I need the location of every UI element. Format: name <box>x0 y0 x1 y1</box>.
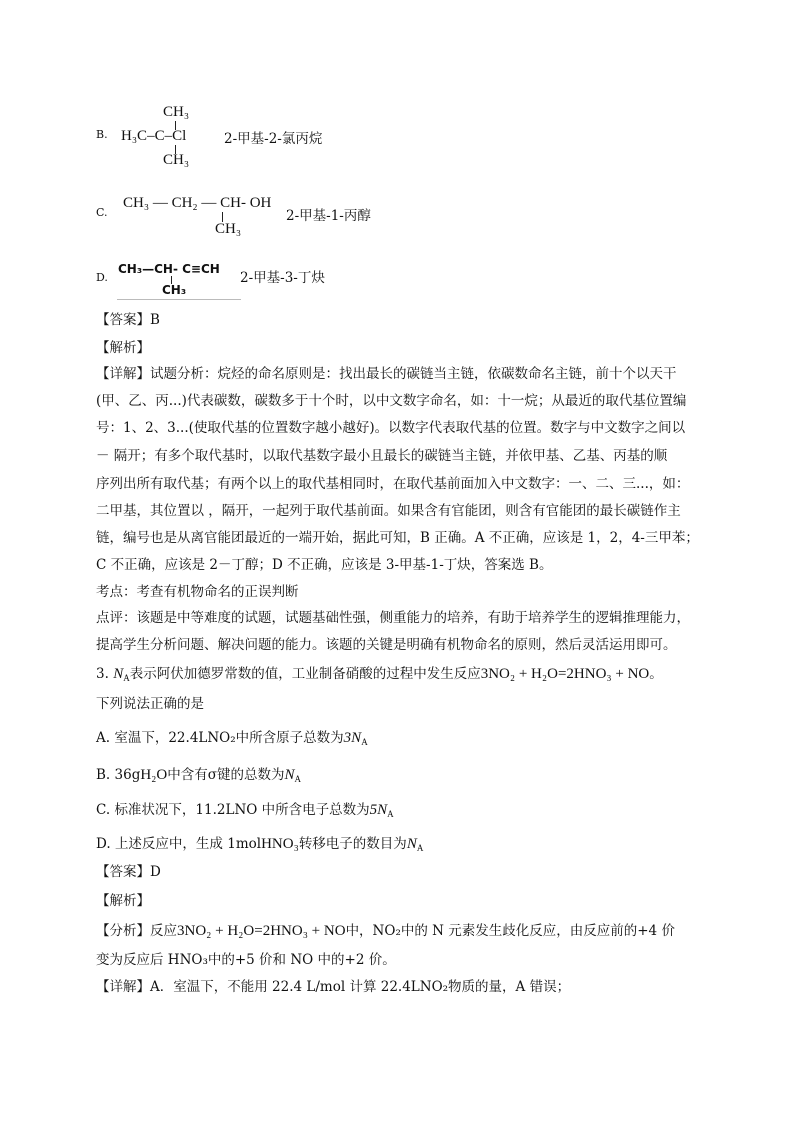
detail-1-line-4: － 隔开；有多个取代基时，以取代基数字最小且最长的碳链当主链，并依甲基、乙基、丙基的顺 <box>96 448 668 464</box>
kaodian: 考点：考查有机物命名的正误判断 <box>96 584 299 600</box>
q3-option-d-text: 转移电子的数目为 <box>298 836 407 852</box>
detail-1-line-6: 二甲基，其位置以 ，隔开，一起列于取代基前面。如果含有官能团，则含有官能团的最长碳链作主 <box>96 503 681 519</box>
q3-option-a-label: A. <box>96 730 111 746</box>
dianping-line-2: 提高学生分析问题、解决问题的能力。该题的关键是明确有机物命名的原则，然后灵活运用即可。 <box>96 637 677 653</box>
q3-option-a-math: $3N_A$ <box>343 730 368 747</box>
option-d-struct-bottom: CH₃ <box>162 283 187 297</box>
q3-option-a-text: 室温下，22.4LNO₂中所含原子总数为 <box>114 730 344 746</box>
q3-option-a <box>96 728 716 748</box>
option-d-name: 2-甲基-3-丁炔 <box>240 270 325 286</box>
q3-option-d-pre: 上述反应中，生成 1mol <box>114 836 262 852</box>
q3-option-b-label: B. <box>96 767 111 783</box>
q3-na: $N_A$ <box>113 666 130 683</box>
option-d-label: D. <box>96 271 108 284</box>
option-b-struct-top: CH₃ <box>163 104 190 120</box>
detail-1-line-1: 【详解】试题分析：烷烃的命名原则是：找出最长的碳链当主链，依碳数命名主链，前十个以天干 <box>96 366 677 382</box>
detail-2: 【详解】A．室温下，不能用 22.4 L/mol 计算 22.4LNO₂物质的量，A 错误； <box>96 979 571 995</box>
q3-option-c-label: C. <box>96 802 111 818</box>
q3-option-d-formula: HNO₃ <box>261 836 299 852</box>
detail-1-line-8: C 不正确，应该是 2－丁醇；D 不正确，应该是 3-甲基-1-丁炔，答案选 B。 <box>96 557 553 573</box>
detail-1-line-5: 序列出所有取代基；有两个以上的取代基相同时，在取代基前面加入中文数字：一、二、三...，如： <box>96 476 690 492</box>
q3-option-d-math: $N_A$ <box>406 836 424 853</box>
option-d-struct-main: CH₃—CH- C≡CH <box>118 262 220 276</box>
q3-option-c-math: $5N_A$ <box>369 802 394 819</box>
fenxi-line-2: 变为反应后 HNO₃中的+5 价和 NO 中的+2 价。 <box>96 952 396 968</box>
fenxi-equation: 3NO₂ + H₂O=2HNO₃ + NO <box>177 923 346 939</box>
q3-option-b-pre: 36g <box>114 767 141 783</box>
q3-option-b-formula: H₂O <box>140 767 168 783</box>
answer-1-tag: 【答案】 <box>96 312 150 328</box>
q3-option-d <box>96 834 716 854</box>
q3-stem-part1: 表示阿伏加德罗常数的值，工业制备硝酸的过程中发生反应 <box>129 666 481 682</box>
answer-2-tag: 【答案】 <box>96 864 150 880</box>
fenxi-pre: 反应 <box>150 923 177 939</box>
fenxi-line-1 <box>96 921 716 941</box>
q3-option-b-math: $N_A$ <box>284 767 301 784</box>
fenxi-post: 中，NO₂中的 N 元素发生歧化反应，由反应前的+4 价 <box>345 923 675 939</box>
analysis-2-tag: 【解析】 <box>96 893 150 909</box>
q3-stem-end: 。 <box>649 666 663 682</box>
option-b-struct-bottom: CH₃ <box>163 152 190 168</box>
answer-2 <box>96 862 716 882</box>
option-c-struct-main: CH₃ — CH₂ — CH- OH <box>123 195 272 211</box>
option-c-name: 2-甲基-1-丙醇 <box>286 208 371 224</box>
analysis-1-tag: 【解析】 <box>96 340 150 356</box>
answer-1-value: B <box>150 312 160 328</box>
answer-1 <box>96 310 716 330</box>
detail-1-line-7: 链，编号也是从离官能团最近的一端开始，据此可知，B 正确。A 不正确，应该是 1，2，4-三甲苯； <box>96 530 699 546</box>
option-b-label: B. <box>96 128 108 141</box>
option-b-struct-mid: H₃C–C–Cl <box>121 128 187 144</box>
option-c-struct-bottom: CH₃ <box>215 221 242 237</box>
option-c-label: C. <box>96 206 108 219</box>
q3-option-d-label: D. <box>96 836 111 852</box>
fenxi-tag: 【分析】 <box>96 923 150 939</box>
answer-2-value: D <box>150 864 161 880</box>
option-d-underline <box>117 299 241 300</box>
q3-equation: 3NO₂ + H₂O=2HNO₃ + NO <box>480 666 650 682</box>
q3-stem <box>96 664 716 684</box>
dianping-line-1: 点评：该题是中等难度的试题，试题基础性强，侧重能力的培养，有助于培养学生的逻辑推理能力， <box>96 610 690 626</box>
option-b-name: 2-甲基-2-氯丙烷 <box>224 131 323 147</box>
q3-option-c <box>96 800 716 820</box>
q3-option-c-text: 标准状况下，11.2LNO 中所含电子总数为 <box>114 802 370 818</box>
detail-1-line-2: (甲、乙、丙...)代表碳数，碳数多于十个时，以中文数字命名，如：十一烷；从最近的取代基位置编 <box>96 393 687 409</box>
detail-1-line-3: 号：1、2、3...(使取代基的位置数字越小越好)。以数字代表取代基的位置。数字与中文数字之间以 <box>96 420 686 436</box>
q3-option-b <box>96 765 716 785</box>
q3-stem-line-2: 下列说法正确的是 <box>96 696 204 712</box>
q3-option-b-text: 中含有σ键的总数为 <box>167 767 285 783</box>
q3-number: 3. <box>96 666 109 682</box>
